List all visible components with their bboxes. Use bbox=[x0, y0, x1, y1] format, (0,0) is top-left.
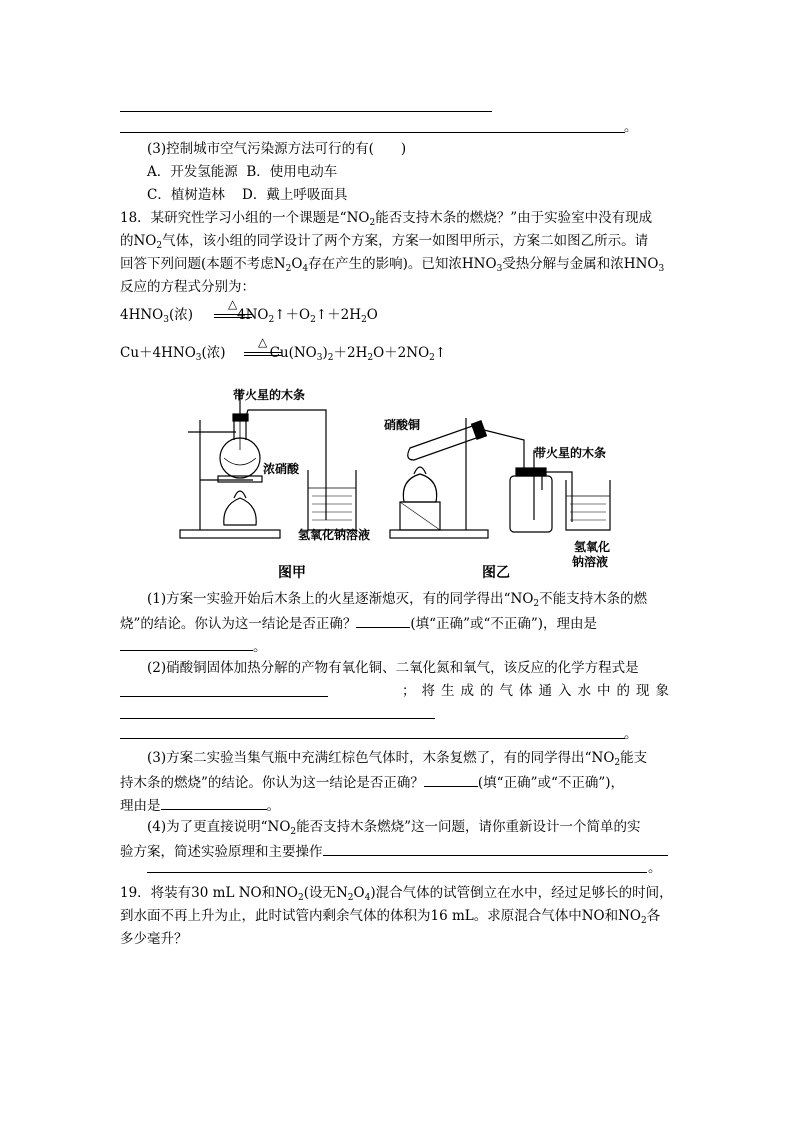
delivery-tube-c bbox=[542, 472, 572, 522]
label-splint-a: 带火星的木条 bbox=[233, 388, 306, 402]
q18-part4-line2: 验方案，简述实验原理和主要操作 bbox=[120, 841, 668, 861]
answer-blank-line[interactable] bbox=[147, 872, 647, 873]
q17-part3-stem: (3)控制城市空气污染源方法可行的有( ) bbox=[147, 141, 407, 157]
q18-part2-line1: (2)硝酸铜固体加热分解的产物有氧化铜、二氧化氮和氧气，该反应的化学方程式是 bbox=[147, 660, 639, 676]
caption-figure-b: 图乙 bbox=[482, 565, 510, 581]
option-c: C．植树造林 bbox=[147, 187, 225, 203]
q18-intro-line2: 的$NO_2$气体，该小组的同学设计了两个方案，方案一如图甲所示，方案二如图乙所示。请 bbox=[120, 233, 649, 251]
option-d: D．戴上呼吸面具 bbox=[242, 187, 348, 203]
flame-b bbox=[414, 467, 426, 474]
q18-part4-line1: (4)为了更直接说明“$NO_2$能否支持木条燃烧”这一问题，请你重新设计一个简单的实 bbox=[147, 819, 641, 837]
answer-blank[interactable] bbox=[323, 841, 668, 856]
answer-blank-line[interactable] bbox=[120, 738, 625, 739]
answer-blank[interactable] bbox=[161, 795, 267, 810]
label-naoh-a: 氢氧化钠溶液 bbox=[298, 528, 371, 542]
q19-line3: 多少毫升？ bbox=[120, 931, 188, 947]
gas-jar bbox=[510, 476, 552, 532]
flame bbox=[234, 491, 246, 498]
reaction-equals-sign bbox=[214, 314, 252, 318]
q18-part1-line3: 。 bbox=[120, 636, 267, 656]
answer-blank[interactable] bbox=[120, 682, 328, 697]
reaction-equals-sign bbox=[244, 352, 282, 356]
answer-blank-line[interactable] bbox=[120, 718, 435, 719]
equation-2: $Cu+4HNO_3$(浓) $Cu(NO_3)_2+2H_2O+2NO_2↑$ bbox=[120, 345, 447, 363]
answer-blank-line bbox=[120, 132, 625, 133]
stand-base bbox=[180, 530, 280, 538]
q18-intro-line4: 反应的方程式分别为： bbox=[120, 279, 255, 295]
q18-intro-line3: 回答下列问题(本题不考虑$N_2O_4$存在产生的影响)。已知浓$HNO_3$受热分解与金属和浓$HNO_3$ bbox=[120, 256, 665, 274]
q17-options-cd bbox=[147, 186, 347, 204]
label-naoh-b2: 钠溶液 bbox=[572, 555, 609, 569]
answer-blank[interactable] bbox=[120, 636, 253, 651]
label-splint-b: 带火星的木条 bbox=[534, 446, 607, 460]
apparatus-figure bbox=[178, 380, 638, 580]
option-b: B．使用电动车 bbox=[246, 164, 338, 180]
end-mark: 。 bbox=[624, 119, 638, 135]
equation-1: $4HNO_3$(浓) $4NO_2↑+O_2↑+2H_2O$ bbox=[120, 307, 378, 325]
end-mark: 。 bbox=[624, 726, 638, 742]
end-mark: 。 bbox=[648, 860, 662, 876]
q18-part1-line2: 烧”的结论。你认为这一结论是否正确？ (填“正确”或“不正确”)，理由是 bbox=[120, 613, 597, 633]
beaker-a bbox=[308, 470, 356, 530]
option-a: A．开发氢能源 bbox=[147, 164, 238, 180]
label-naoh-b1: 氢氧化 bbox=[574, 540, 611, 554]
label-copper-nitrate: 硝酸铜 bbox=[384, 418, 421, 432]
apparatus-diagram bbox=[178, 380, 638, 580]
q18-part3-line2: 持木条的燃烧”的结论。你认为这一结论是否正确？ (填“正确”或“不正确”)， bbox=[120, 772, 624, 792]
q19-line2: 到水面不再上升为止，此时试管内剩余气体的体积为16 mL。求原混合气体中NO和$NO_2$各 bbox=[120, 908, 661, 926]
q18-part2-line2: ；将生成的气体通入水中的现象 bbox=[120, 682, 675, 700]
answer-blank-line bbox=[120, 111, 492, 112]
alcohol-lamp bbox=[224, 498, 256, 525]
q18-part1-line1: (1)方案一实验开始后木条上的火星逐渐熄灭，有的同学得出“$NO_2$不能支持木条的燃 bbox=[147, 591, 648, 609]
answer-blank[interactable] bbox=[424, 772, 478, 787]
label-nitric-acid: 浓硝酸 bbox=[263, 462, 300, 476]
q19-line1: 19．将装有30 mL NO和$NO_2$(设无$N_2O_4$)混合气体的试管倒立在水中，经过足够长的时间， bbox=[120, 885, 673, 903]
heat-condition-mark: △ bbox=[258, 335, 268, 349]
answer-blank[interactable] bbox=[356, 613, 410, 628]
q18-part3-line1: (3)方案二实验当集气瓶中充满红棕色气体时，木条复燃了，有的同学得出“$NO_2$能支 bbox=[147, 750, 648, 768]
stand-base-b bbox=[390, 530, 488, 538]
caption-figure-a: 图甲 bbox=[278, 565, 306, 581]
q18-intro-line1: 18．某研究性学习小组的一个课题是“$NO_2$能否支持木条的燃烧？”由于实验室中没有现成 bbox=[120, 210, 653, 228]
alcohol-lamp-b bbox=[403, 474, 436, 502]
heat-condition-mark: △ bbox=[228, 297, 238, 311]
q17-options-ab bbox=[147, 163, 337, 181]
q18-part3-line3: 理由是 。 bbox=[120, 795, 280, 815]
wire-gauze bbox=[218, 476, 262, 482]
